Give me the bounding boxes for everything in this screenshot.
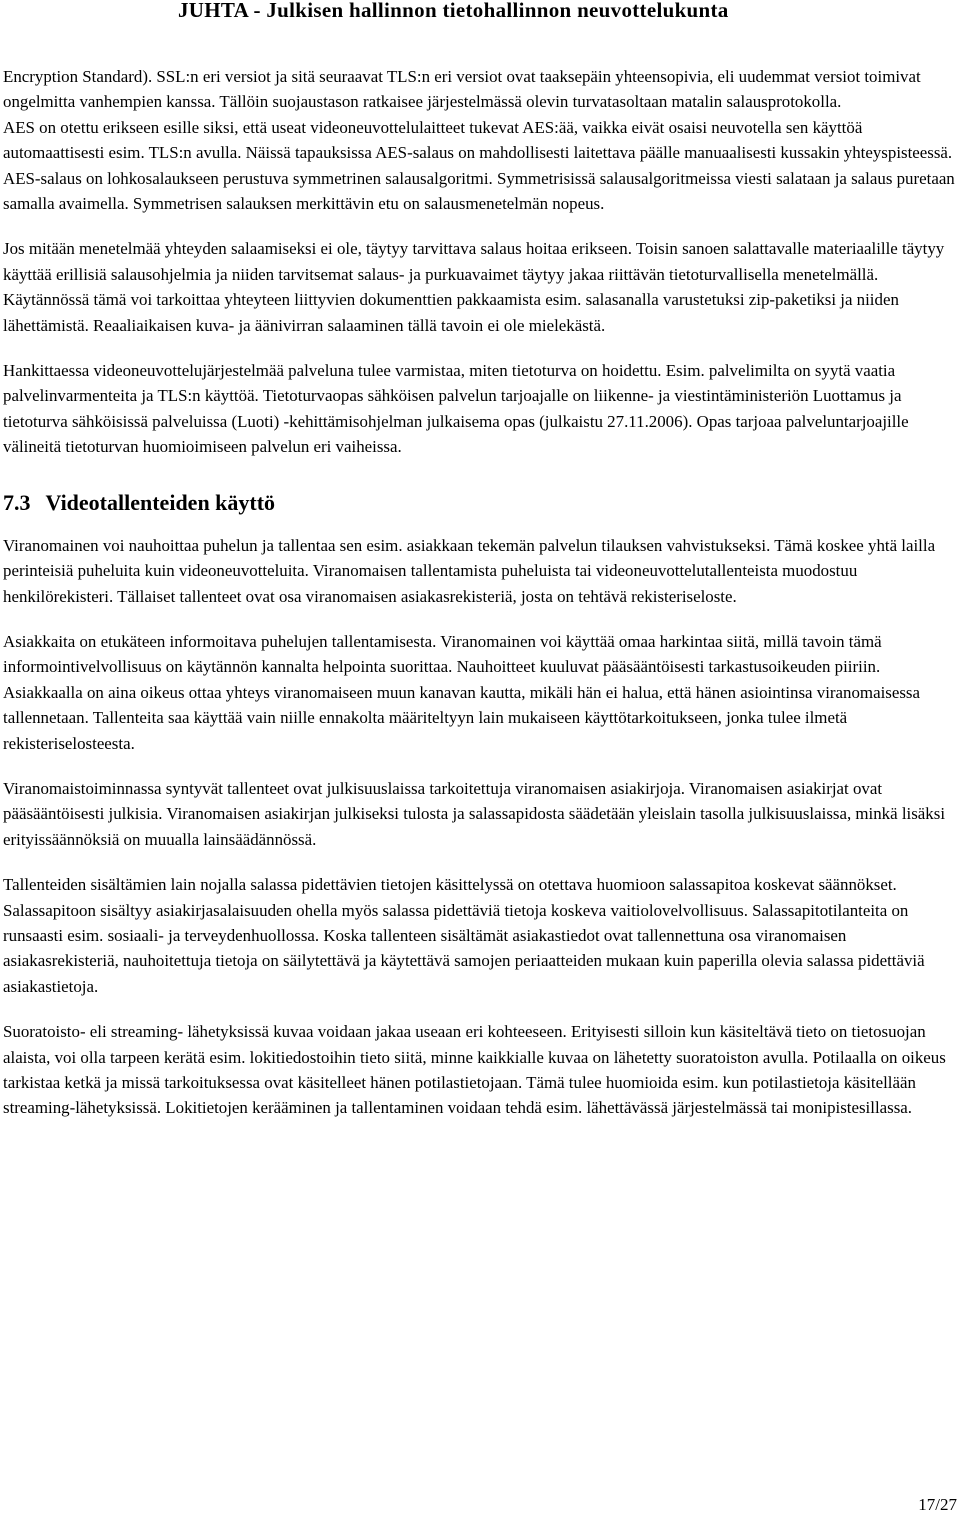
- section-heading: [3, 488, 957, 518]
- paragraph: Encryption Standard). SSL:n eri versiot ja sitä seuraavat TLS:n eri versiot ovat taaksepäin yhteensopivia, eli uudemmat versiot toimivat ongelmitta vanhempien kanssa. Tällöin suojaustason ratkaisee järjestelmässä olevin turvatasoltaan matalin salausprotokolla.: [3, 67, 921, 112]
- paragraph: Hankittaessa videoneuvottelujärjestelmää palveluna tulee varmistaa, miten tietoturva on hoidettu. Esim. palvelimilta on syytä vaatia palvelinvarmenteita ja TLS:n käyttöä. Tietoturvaopas sähköisen palvelun tarjoajalle on liikenne- ja viestintäministeriön Luottamus ja tietoturva sähköisissä palveluissa (Luoti) -kehittämisohjelman julkaisema opas (julkaistu 27.11.2006). Opas tarjoaa palveluntarjoajille välineitä tietoturvan huomioimiseen palvelun eri vaiheissa.: [3, 361, 909, 457]
- paragraph: Jos mitään menetelmää yhteyden salaamiseksi ei ole, täytyy tarvittava salaus hoitaa erikseen. Toisin sanoen salattavalle materiaalille täytyy käyttää erillisiä salausohjelmia ja niiden tarvitsemat salaus- ja purkuavaimet täytyy jakaa riittävän tietoturvallisella menetelmällä. Käytännössä tämä voi tarkoittaa yhteyteen liittyvien dokumenttien pakkaamista esim. salasanalla varustetuksi zip-paketiksi ja niiden lähettämistä. Reaaliaikaisen kuva- ja äänivirran salaaminen tällä tavoin ei ole mielekästä.: [3, 239, 945, 335]
- paragraph: Viranomaistoiminnassa syntyvät tallenteet ovat julkisuuslaissa tarkoitettuja viranomaisen asiakirjoja. Viranomaisen asiakirjat ovat pääsääntöisesti julkisia. Viranomaisen asiakirjan julkiseksi tulosta ja salassapidosta säädetään yleislain tasolla julkisuuslaissa, minkä lisäksi erityissäännöksiä on muualla lainsäädännössä.: [3, 778, 946, 849]
- paragraph: Suoratoisto- eli streaming- lähetyksissä kuvaa voidaan jakaa useaan eri kohteeseen. Erityisesti silloin kun käsiteltävä tieto on tietosuojan alaista, voi olla tarpeen kerätä esim. lokitiedostoihin tieto siitä, minne kaikkialle kuvaa on lähetetty suoratoiston avulla. Potilaalla on oikeus tarkistaa ketkä ja missä tarkoituksessa ovat käsitelleet hänen potilastietojaan. Tämä tulee huomioida esim. kun potilastietoja käsitellään streaming-lähetyksissä. Lokitietojen kerääminen ja tallentaminen voidaan tehdä esim. lähettävässä järjestelmässä tai monipistesillassa.: [3, 1022, 946, 1118]
- paragraph: Tallenteiden sisältämien lain nojalla salassa pidettävien tietojen käsittelyssä on otettava huomioon salassapitoa koskevat säännökset. Salassapitoon sisältyy asiakirjasalaisuuden ohella myös salassa pidettäviä tietoja koskeva vaitiolovelvollisuus. Salassapitotilanteita on runsaasti esim. sosiaali- ja terveydenhuollossa. Koska tallenteen sisältämät asiakastiedot ovat tallennettuna osa viranomaisen asiakasrekisteriä, nauhoitettuja tietoja on säilytettävä ja käytettävä samojen periaatteiden mukaan kuin paperilla olevia salassa pidettäviä asiakastietoja.: [3, 875, 925, 996]
- running-header: JUHTA - Julkisen hallinnon tietohallinnon neuvottelukunta: [178, 0, 729, 22]
- document-body: [3, 64, 957, 1141]
- section-number: 7.3: [3, 489, 31, 515]
- paragraph: AES on otettu erikseen esille siksi, että useat videoneuvottelulaitteet tukevat AES:ää, vaikka eivät osaisi neuvotella sen käyttöä automaattisesti esim. TLS:n avulla. Näissä tapauksissa AES-salaus on mahdollisesti laitettava päälle manuaalisesti kussakin yhteyspisteessä. AES-salaus on lohkosalaukseen perustuva symmetrinen salausalgoritmi. Symmetrisissä salausalgoritmeissa viesti salataan ja salaus puretaan samalla avaimella. Symmetrisen salauksen merkittävin etu on salausmenetelmän nopeus.: [3, 117, 955, 214]
- page-number: 17/27: [918, 1495, 957, 1514]
- paragraph: Viranomainen voi nauhoittaa puhelun ja tallentaa sen esim. asiakkaan tekemän palvelun tilauksen vahvistukseksi. Tämä koskee yhtä lailla perinteisiä puheluita kuin videoneuvotteluita. Viranomaisen tallentamista puheluista tai videoneuvottelutallenteista muodostuu henkilörekisteri. Tällaiset tallenteet ovat osa viranomaisen asiakasrekisteriä, josta on tehtävä rekisteriseloste.: [3, 535, 936, 606]
- paragraph: Asiakkaita on etukäteen informoitava puhelujen tallentamisesta. Viranomainen voi käyttää omaa harkintaa siitä, millä tavoin tämä informointivelvollisuus on käytännön kannalta helpointa suorittaa. Nauhoitteet kuuluvat pääsääntöisesti tarkastusoikeuden piiriin. Asiakkaalla on aina oikeus ottaa yhteys viranomaiseen muun kanavan kautta, mikäli hän ei halua, että hänen asiointinsa viranomaisessa tallennetaan. Tallenteita saa käyttää vain niille ennakolta määriteltyyn lain mukaiseen käyttötarkoitukseen, jonka tulee ilmetä rekisteriselosteesta.: [3, 631, 920, 753]
- section-title: Videotallenteiden käyttö: [45, 489, 276, 515]
